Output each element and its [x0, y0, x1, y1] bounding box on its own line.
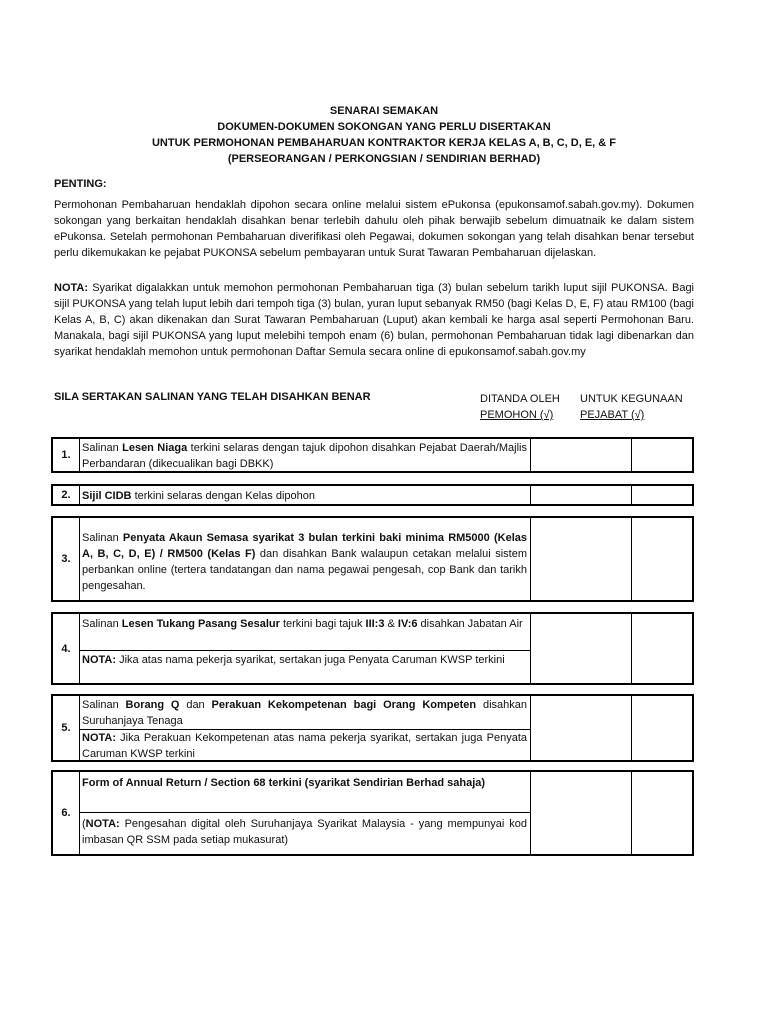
item-number: 6.: [53, 772, 80, 854]
item-number: 5.: [53, 696, 80, 760]
column-header-office: [580, 391, 683, 423]
doc-title-line1: SENARAI SEMAKAN: [329, 105, 439, 117]
checklist-row-4: [51, 612, 694, 685]
column-header-office-line2: PEJABAT (√): [580, 409, 645, 421]
applicant-check-cell[interactable]: [530, 696, 632, 760]
applicant-check-cell[interactable]: [530, 439, 632, 471]
intro-paragraph: Permohonan Pembaharuan hendaklah dipohon secara online melalui sistem ePukonsa (epukonsamof.sabah.gov.my). Dokumen sokongan yang berkaitan hendaklah disahkan benar terlebih dahulu oleh pihak berwajib sebelum dimuatnaik ke dalam sistem ePukonsa. Setelah permohonan Pembaharuan diverifikasi oleh Pegawai, dokumen sokongan yang telah disahkan benar tersebut perlu dikemukakan ke pejabat PUKONSA sebelum pembayaran untuk Surat Tawaran Pembaharuan dijelaskan.: [54, 199, 694, 259]
item-note: (NOTA: Pengesahan digital oleh Suruhanjaya Syarikat Malaysia - yang mempunyai kod imbasan QR SSM pada setiap mukasurat): [82, 818, 527, 846]
applicant-check-cell[interactable]: [530, 614, 632, 683]
doc-title-line4: (PERSEORANGAN / PERKONGSIAN / SENDIRIAN BERHAD): [227, 153, 541, 165]
item-description: Form of Annual Return / Section 68 terkini (syarikat Sendirian Berhad sahaja): [82, 777, 486, 789]
item-number: 1.: [53, 439, 80, 471]
item-description: Salinan Penyata Akaun Semasa syarikat 3 bulan terkini baki minima RM5000 (Kelas A, B, C, D, E) / RM500 (Kelas F) dan disahkan Bank walaupun cetakan melalui sistem perbankan online (tertera tandatangan dan nama pegawai pengesah, cop Bank dan tarikh pengesahan.: [82, 532, 527, 592]
item-number: 3.: [53, 518, 80, 600]
column-header-office-line1: UNTUK KEGUNAAN: [580, 393, 683, 405]
nota-text: Syarikat digalakkan untuk memohon permohonan Pembaharuan tiga (3) bulan sebelum tarikh luput sijil PUKONSA. Bagi sijil PUKONSA yang telah luput lebih dari tempoh tiga (3) bulan, yuran luput sebanyak RM50 (bagi Kelas D, E, F) atau RM100 (bagi Kelas A, B, C) akan dikenakan dan Surat Tawaran Pembaharuan (Luput) akan kembali ke harga asal seperti Permohonan Baru. Manakala, bagi sijil PUKONSA yang luput melebihi tempoh enam (6) bulan, permohonan Pembaharuan tidak lagi dibenarkan dan syarikat hendaklah memohon untuk permohonan Daftar Semula secara online di epukonsamof.sabah.gov.my: [54, 282, 695, 358]
item-number: 2.: [53, 486, 80, 504]
row-divider: [79, 650, 530, 651]
checklist-row-5: [51, 694, 694, 762]
doc-title-line3: UNTUK PERMOHONAN PEMBAHARUAN KONTRAKTOR KERJA KELAS A, B, C, D, E, & F: [151, 137, 617, 149]
checklist-row-2: [51, 484, 694, 506]
item-description: Salinan Lesen Tukang Pasang Sesalur terkini bagi tajuk III:3 & IV:6 disahkan Jabatan Air: [82, 618, 523, 630]
column-header-applicant: [480, 391, 560, 423]
checklist-row-1: [51, 437, 694, 473]
item-description: Salinan Lesen Niaga terkini selaras dengan tajuk dipohon disahkan Pejabat Daerah/Majlis Perbandaran (dikecualikan bagi DBKK): [82, 442, 527, 470]
item-number: 4.: [53, 614, 80, 683]
item-description: Salinan Borang Q dan Perakuan Kekompetenan bagi Orang Kompeten disahkan Suruhanjaya Tenaga: [82, 699, 527, 727]
doc-title-line2: DOKUMEN-DOKUMEN SOKONGAN YANG PERLU DISERTAKAN: [217, 121, 551, 133]
item-description: Sijil CIDB terkini selaras dengan Kelas dipohon: [82, 490, 315, 502]
checklist-row-3: [51, 516, 694, 602]
nota-label: NOTA:: [54, 282, 89, 294]
item-note: NOTA: Jika atas nama pekerja syarikat, sertakan juga Penyata Caruman KWSP terkini: [82, 654, 505, 666]
applicant-check-cell[interactable]: [530, 518, 632, 600]
column-header-applicant-line2: PEMOHON (√): [480, 409, 554, 421]
item-note: NOTA: Jika Perakuan Kekompetenan atas nama pekerja syarikat, sertakan juga Penyata Caruman KWSP terkini: [82, 732, 527, 760]
section-heading: SILA SERTAKAN SALINAN YANG TELAH DISAHKAN BENAR: [54, 391, 371, 403]
row-divider: [79, 812, 530, 813]
penting-label: PENTING:: [54, 178, 107, 190]
column-header-applicant-line1: DITANDA OLEH: [480, 393, 560, 405]
nota-paragraph: [54, 280, 694, 360]
applicant-check-cell[interactable]: [530, 772, 632, 854]
checklist-row-6: [51, 770, 694, 856]
applicant-check-cell[interactable]: [530, 486, 632, 504]
